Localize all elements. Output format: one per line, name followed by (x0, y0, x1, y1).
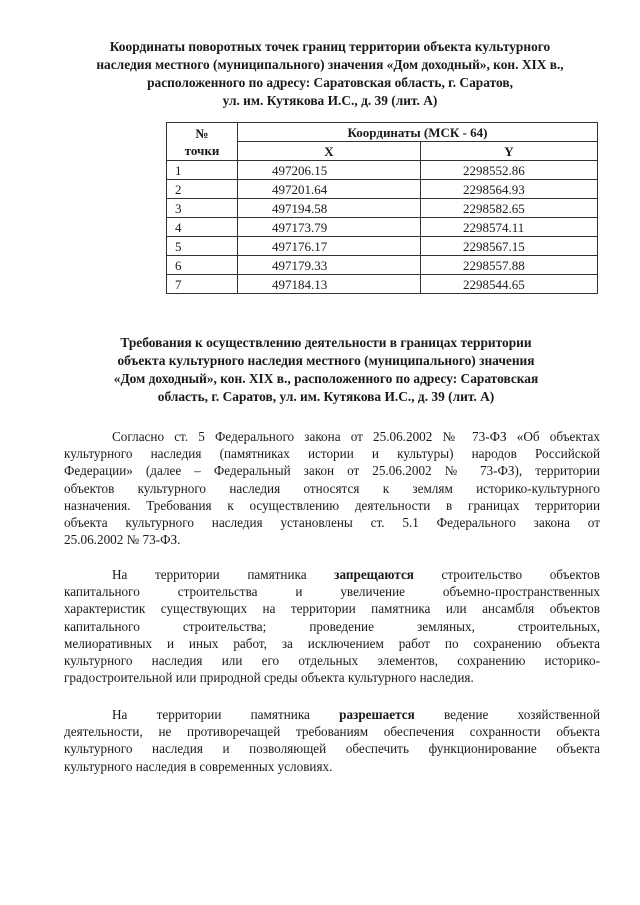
title-line: ул. им. Кутякова И.С., д. 39 (лит. А) (222, 93, 438, 108)
paragraph-line: градостроительной или природной среды объекта культурного наследия. (64, 670, 474, 686)
table-header-row (167, 123, 598, 142)
paragraph-prohibited (64, 566, 600, 686)
header-num-label: точки (184, 142, 220, 158)
paragraph-line (64, 706, 600, 723)
point-number: 6 (167, 256, 238, 275)
title-line: Координаты поворотных точек границ территории объекта культурного (109, 39, 551, 54)
keyword-prohibited: запрещаются (334, 567, 414, 582)
point-number: 3 (167, 199, 238, 218)
paragraph-line: Согласно ст. 5 Федерального закона от 25.06.2002 № 73-ФЗ «Об объектах (112, 429, 600, 444)
coordinates-table (166, 122, 598, 294)
point-number: 1 (167, 161, 238, 180)
table-row (167, 218, 598, 237)
header-point-number (167, 123, 238, 161)
coord-x: 497194.58 (238, 199, 421, 218)
header-num-symbol: № (195, 125, 209, 141)
table-row (167, 161, 598, 180)
table-row (167, 275, 598, 294)
heading-line: Требования к осуществлению деятельности в границах территории (120, 335, 532, 350)
paragraph-line: капитального строительства и увеличение объемно-пространственных (64, 584, 600, 600)
coord-x: 497176.17 (238, 237, 421, 256)
paragraph-line: 25.06.2002 № 73-ФЗ. (64, 532, 181, 548)
paragraph-line: объекта культурного наследия установлены ст. 5.1 Федерального закона от (64, 515, 600, 531)
table-row (167, 256, 598, 275)
paragraph-line: культурного наследия (памятниках истории и культуры) народов Российской (64, 446, 600, 462)
paragraph-line: Федерации» (далее – Федеральный закон от 25.06.2002 № 73-ФЗ), территории (64, 463, 600, 479)
coord-x: 497201.64 (238, 180, 421, 199)
paragraph-line: деятельности, не противоречащей требованиям обеспечения сохранности объекта (64, 724, 600, 740)
text-run: На территории памятника (112, 567, 335, 582)
coord-x: 497184.13 (238, 275, 421, 294)
table-row (167, 199, 598, 218)
keyword-permitted: разрешается (339, 707, 415, 722)
heading-line: область, г. Саратов, ул. им. Кутякова И.С., д. 39 (лит. А) (157, 389, 495, 404)
coord-x: 497179.33 (238, 256, 421, 275)
paragraph-line: назначения. Требования к осуществлению деятельности в границах территории (64, 497, 600, 513)
paragraph-line: характеристик существующих на территории памятника или ансамбля объектов (64, 601, 600, 617)
point-number: 4 (167, 218, 238, 237)
paragraph-line: объектов культурного наследия относятся к землям историко-культурного (64, 480, 600, 496)
coord-y: 2298544.65 (421, 275, 598, 294)
table-row (167, 237, 598, 256)
point-number: 5 (167, 237, 238, 256)
text-run: строительство объектов (413, 567, 600, 582)
point-number: 2 (167, 180, 238, 199)
requirements-heading (66, 334, 586, 406)
table-row (167, 180, 598, 199)
title-line: наследия местного (муниципального) значения «Дом доходный», кон. XIX в., (96, 57, 564, 72)
header-coordinates: Координаты (МСК - 64) (238, 123, 598, 142)
coord-y: 2298567.15 (421, 237, 598, 256)
coord-y: 2298582.65 (421, 199, 598, 218)
coord-y: 2298557.88 (421, 256, 598, 275)
paragraph-permitted (64, 706, 600, 775)
point-number: 7 (167, 275, 238, 294)
coord-x: 497206.15 (238, 161, 421, 180)
heading-line: объекта культурного наследия местного (муниципального) значения (117, 353, 535, 368)
paragraph-line (64, 566, 600, 583)
text-run: ведение хозяйственной (414, 707, 600, 722)
coord-x: 497173.79 (238, 218, 421, 237)
document-title (70, 38, 590, 110)
heading-line: «Дом доходный», кон. XIX в., расположенного по адресу: Саратовская (113, 371, 539, 386)
paragraph-line: культурного наследия и позволяющей обеспечить функционирование объекта (64, 741, 600, 757)
coord-y: 2298564.93 (421, 180, 598, 199)
paragraph-line: капитального строительства; проведение земляных, строительных, (64, 618, 600, 634)
header-x: X (238, 142, 421, 161)
paragraph-law-reference (64, 428, 600, 548)
text-run: На территории памятника (112, 707, 340, 722)
paragraph-line: культурного наследия или его отдельных элементов, сохранению историко- (64, 653, 600, 669)
header-y: Y (421, 142, 598, 161)
title-line: расположенного по адресу: Саратовская область, г. Саратов, (147, 75, 513, 90)
coord-y: 2298574.11 (421, 218, 598, 237)
coord-y: 2298552.86 (421, 161, 598, 180)
paragraph-line: культурного наследия в современных условиях. (64, 758, 333, 774)
paragraph-line: мелиоративных и иных работ, за исключением работ по сохранению объекта (64, 635, 600, 651)
